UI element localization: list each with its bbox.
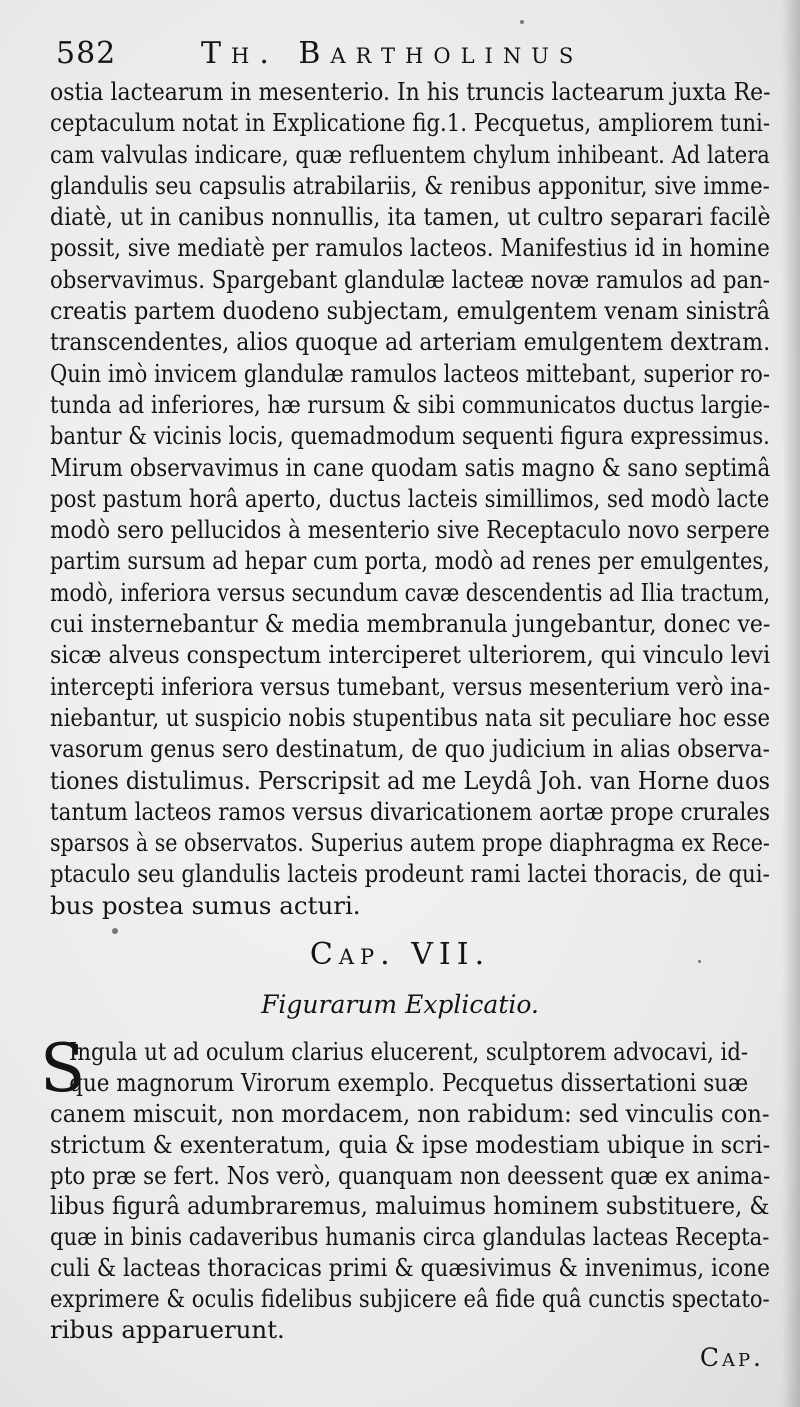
text-line: pto præ se fert. Nos verò, quanquam non deessent quæ ex anima- xyxy=(50,1160,771,1190)
text-line: libus figurâ adumbraremus, maluimus hominem substituere, & xyxy=(50,1191,770,1221)
page-gutter-shadow xyxy=(782,0,800,1407)
text-line: ptaculo seu glandulis lacteis prodeunt rami lactei thoracis, de qui- xyxy=(50,859,770,889)
text-line: ostia lactearum in mesenterio. In his truncis lactearum juxta Re- xyxy=(50,77,771,106)
text-line: modò, inferiora versus secundum cavæ descendentis ad Ilia tractum, xyxy=(50,577,771,607)
text-line: possit, sive mediatè per ramulos lacteos. Manifestius id in homine xyxy=(50,233,770,263)
text-line: post pastum horâ aperto, ductus lacteis simillimos, sed modò lacte xyxy=(50,483,770,513)
text-line: ceptaculum notat in Explicatione fig.1. Pecquetus, ampliorem tuni- xyxy=(50,108,770,138)
page-number: 582 xyxy=(56,36,117,71)
section-paragraph xyxy=(50,1037,770,1346)
paper-speck xyxy=(698,960,701,963)
text-line: strictum & exenteratum, quia & ipse modestiam ubique in scri- xyxy=(50,1129,771,1159)
text-line: tantum lacteos ramos versus divaricationem aortæ prope crurales xyxy=(50,796,770,826)
text-line: canem miscuit, non mordacem, non rabidum: sed vinculis con- xyxy=(50,1098,770,1128)
text-line: tiones distulimus. Perscripsit ad me Leydâ Joh. van Horne duos xyxy=(50,765,770,795)
text-line: glandulis seu capsulis atrabilariis, & renibus apponitur, sive imme- xyxy=(50,170,770,200)
text-line: sparsos à se observatos. Superius autem prope diaphragma ex Rece- xyxy=(50,828,770,858)
text-line: intercepti inferiora versus tumebant, versus mesenterium verò ina- xyxy=(50,671,771,701)
paper-speck xyxy=(520,20,524,24)
text-line: cui insternebantur & media membranula jungebantur, donec ve- xyxy=(50,609,771,639)
drop-cap: S xyxy=(40,1030,86,1107)
text-line: quæ in binis cadaveribus humanis circa glandulas lacteas Recepta- xyxy=(50,1222,770,1252)
text-line: culi & lacteas thoracicas primi & quæsivimus & invenimus, icone xyxy=(50,1253,770,1283)
text-line: Mirum observavimus in cane quodam satis magno & sano septimâ xyxy=(50,452,771,482)
running-head: Th. Bartholinus xyxy=(201,36,584,71)
text-line: niebantur, ut suspicio nobis stupentibus nata sit peculiare hoc esse xyxy=(50,702,770,732)
text-line: creatis partem duodeno subjectam, emulgentem venam sinistrâ xyxy=(50,296,771,326)
catchword: Cap. xyxy=(699,1343,764,1372)
text-line: sicæ alveus conspectum interciperet ulteriorem, qui vinculo levi xyxy=(50,640,771,670)
paper-speck xyxy=(112,928,118,934)
text-line: observavimus. Spargebant glandulæ lacteæ novæ ramulos ad pan- xyxy=(50,264,770,294)
text-line: exprimere & oculis fidelibus subjicere eâ fide quâ cunctis spectato- xyxy=(50,1284,770,1314)
text-line: ribus apparuerunt. xyxy=(50,1315,285,1345)
text-line: transcendentes, alios quoque ad arteriam emulgentem dextram. xyxy=(50,327,771,357)
text-line: cam valvulas indicare, quæ refluentem chylum inhibeant. Ad latera xyxy=(50,139,770,169)
chapter-subtitle: Figurarum Explicatio. xyxy=(261,990,539,1019)
text-line: diatè, ut in canibus nonnullis, ita tamen, ut cultro separari facilè xyxy=(50,202,771,232)
text-line: que magnorum Virorum exemplo. Pecquetus dissertationi suæ xyxy=(69,1067,749,1097)
text-line: bantur & vicinis locis, quemadmodum sequenti figura expressimus. xyxy=(50,421,770,451)
text-line: partim sursum ad hepar cum porta, modò ad renes per emulgentes, xyxy=(50,546,770,576)
page-header xyxy=(56,38,756,70)
main-paragraph xyxy=(50,76,770,921)
text-line: vasorum genus sero destinatum, de quo judicium in alias observa- xyxy=(50,734,770,764)
text-line: Ingula ut ad oculum clarius elucerent, sculptorem advocavi, id- xyxy=(68,1037,749,1066)
text-line: bus postea sumus acturi. xyxy=(50,890,361,920)
text-line: Quin imò invicem glandulæ ramulos lacteos mittebant, superior ro- xyxy=(50,358,770,388)
text-line: modò sero pellucidos à mesenterio sive Receptaculo novo serpere xyxy=(50,515,770,545)
text-line: tunda ad inferiores, hæ rursum & sibi communicatos ductus largie- xyxy=(50,389,770,419)
chapter-heading: Cap. VII. xyxy=(309,937,491,972)
